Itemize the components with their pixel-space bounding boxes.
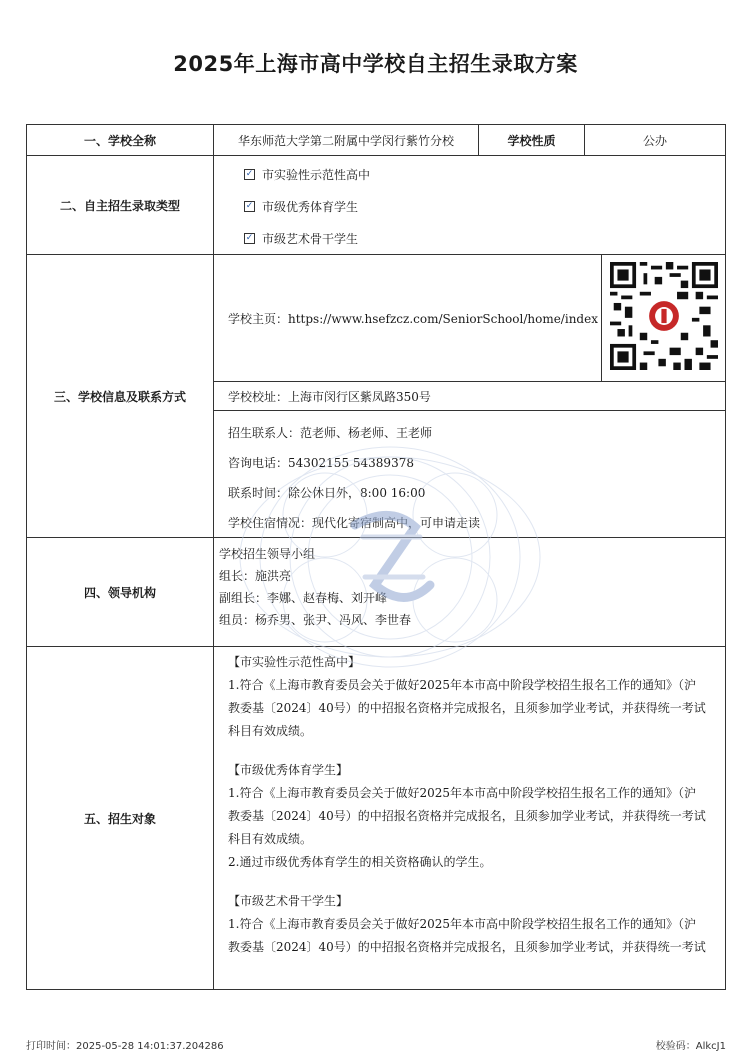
target-line: 教委基〔2024〕40号）的中招报名资格并完成报名，且须参加学业考试，并获得统一考试: [228, 940, 706, 954]
admission-type-list: [213, 155, 726, 255]
target-heading: 【市级优秀体育学生】: [228, 763, 349, 777]
target-line: 1.符合《上海市教育委员会关于做好2025年本市高中阶段学校招生报名工作的通知》（沪: [228, 917, 696, 931]
target-heading: 【市实验性示范性高中】: [228, 655, 361, 669]
checkbox-checked-icon: ✓: [245, 200, 254, 211]
boarding-info: 学校住宿情况：现代化寄宿制高中，可申请走读: [228, 515, 481, 530]
target-line: 教委基〔2024〕40号）的中招报名资格并完成报名，且须参加学业考试，并获得统一考试: [228, 809, 706, 823]
enrollment-target-content: [213, 646, 726, 990]
school-name-header: 一、学校全称: [26, 124, 214, 156]
leadership-line: 组长：施洪亮: [219, 569, 292, 583]
admission-table: [26, 124, 726, 990]
qr-code-icon: [610, 262, 718, 370]
admission-type-item: ✓ 市实验性示范性高中: [245, 167, 371, 182]
contact-phone: 咨询电话：54302155 54389378: [228, 455, 414, 470]
contact-info: [213, 410, 726, 538]
school-nature-label: 学校性质: [478, 124, 585, 156]
target-line: 教委基〔2024〕40号）的中招报名资格并完成报名，且须参加学业考试，并获得统一考试: [228, 701, 706, 715]
checkbox-checked-icon: ✓: [245, 232, 254, 243]
school-nature-value: 公办: [584, 124, 726, 156]
leadership-list: [213, 537, 726, 647]
target-line: 科目有效成绩。: [228, 832, 313, 846]
enrollment-target-header: 五、招生对象: [26, 646, 214, 990]
leadership-line: 副组长：李娜、赵春梅、刘开峰: [219, 591, 388, 605]
leadership-header: 四、领导机构: [26, 537, 214, 647]
school-info-header: 三、学校信息及联系方式: [26, 254, 214, 538]
leadership-line: 学校招生领导小组: [219, 547, 316, 561]
contact-hours: 联系时间：除公休日外，8:00 16:00: [228, 485, 426, 500]
checkbox-checked-icon: ✓: [245, 168, 254, 179]
admission-type-item: ✓ 市级艺术骨干学生: [245, 231, 359, 246]
school-address: 学校校址：上海市闵行区紫凤路350号: [213, 381, 726, 411]
check-code: 校验码：AlkcJ1: [655, 1041, 726, 1052]
school-name-value: 华东师范大学第二附属中学闵行紫竹分校: [213, 124, 479, 156]
admission-type-item: ✓ 市级优秀体育学生: [245, 199, 359, 214]
target-heading: 【市级艺术骨干学生】: [228, 894, 349, 908]
school-homepage: 学校主页：https://www.hsefzcz.com/SeniorSchool/home/index: [213, 254, 602, 382]
admission-type-header: 二、自主招生录取类型: [26, 155, 214, 255]
target-line: 1.符合《上海市教育委员会关于做好2025年本市高中阶段学校招生报名工作的通知》（沪: [228, 678, 696, 692]
target-line: 2.通过市级优秀体育学生的相关资格确认的学生。: [228, 855, 492, 869]
leadership-line: 组员：杨乔男、张尹、冯风、李世春: [219, 613, 412, 627]
target-line: 1.符合《上海市教育委员会关于做好2025年本市高中阶段学校招生报名工作的通知》（沪: [228, 786, 696, 800]
contact-persons: 招生联系人：范老师、杨老师、王老师: [228, 425, 433, 440]
page-title: 2025年上海市高中学校自主招生录取方案: [173, 52, 578, 76]
print-time: 打印时间：2025-05-28 14:01:37.204286: [26, 1041, 224, 1052]
target-line: 科目有效成绩。: [228, 724, 313, 738]
